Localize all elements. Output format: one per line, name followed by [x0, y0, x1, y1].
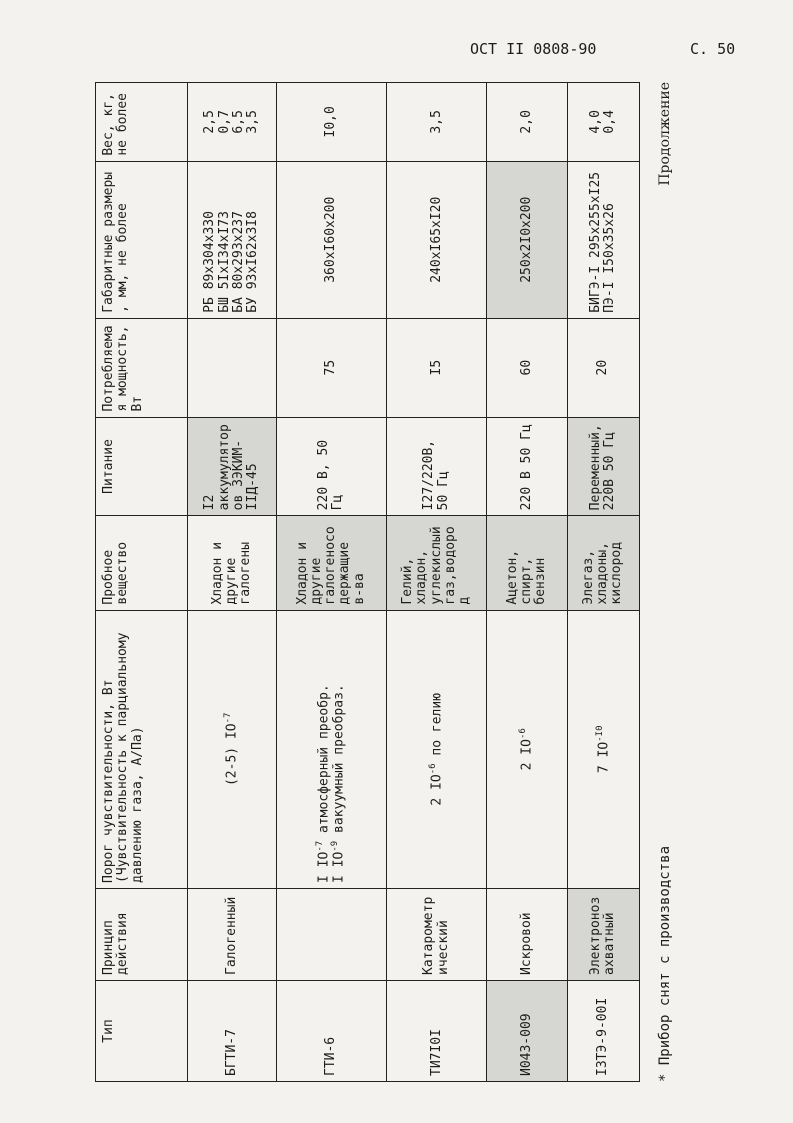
weight-line: 0,4 [602, 110, 618, 134]
dimension-line: БУ 93xI62x3I8 [245, 211, 261, 313]
cell-test-substance: Элегаз, хладоны, кислород [567, 516, 639, 610]
weight-line: 6,5 [230, 110, 246, 134]
dimension-line: БИГЭ-I 295x255xI25 [588, 171, 604, 313]
cell-test-substance: Ацетон, спирт, бензин [487, 516, 567, 610]
col-header-dimensions: Габаритные размеры , мм, не более [96, 161, 188, 318]
cell-sensitivity [276, 610, 386, 888]
sensitivity-exponent: -6 [427, 763, 438, 775]
cell-sensitivity [487, 610, 567, 888]
cell-type: БГТИ-7 [188, 980, 276, 1081]
sensitivity-exponent: -9 [330, 840, 341, 852]
dimension-line: РБ 89x304x330 [202, 211, 218, 313]
cell-test-substance: Хладон и другие галогеносодержащие в-ва [276, 516, 386, 610]
cell-type: И043-009 [487, 980, 567, 1081]
sensitivity-exponent: -6 [518, 728, 529, 740]
standard-number: ОСТ II 0808-90 [470, 40, 597, 58]
col-header-test-substance: Пробное вещество [96, 516, 188, 610]
sensitivity-line [316, 616, 332, 883]
col-header-weight: Вес, кг, не более [96, 83, 188, 162]
instrument-table [95, 82, 640, 1082]
table-header-row [96, 83, 188, 1082]
cell-principle: Галогенный [188, 888, 276, 980]
dimension-line: ПЭ-I I50x35x26 [602, 203, 618, 313]
cell-power: I2 аккумуляторов ЗЭКИМ-IIД-45 [188, 417, 276, 516]
rotated-table-block [95, 82, 673, 1082]
cell-consumption: 75 [276, 318, 386, 417]
sensitivity-note: атмосферный преобр. [316, 684, 332, 833]
cell-weight: 2,0 [487, 83, 567, 162]
page-number: С. 50 [690, 40, 736, 58]
cell-sensitivity [387, 610, 487, 888]
cell-power: 220 В 50 Гц [487, 417, 567, 516]
table-row [188, 83, 276, 1082]
weight-line: 4,0 [588, 110, 604, 134]
cell-power: I27/220В, 50 Гц [387, 417, 487, 516]
cell-principle: Искровой [487, 888, 567, 980]
col-header-consumption: Потребляемая мощность, Вт [96, 318, 188, 417]
col-header-type: Тип [96, 980, 188, 1081]
continuation-label: Продолжение [657, 82, 673, 186]
cell-principle: Катарометрический [387, 888, 487, 980]
col-header-power: Питание [96, 417, 188, 516]
cell-test-substance: Хладон и другие галогены [188, 516, 276, 610]
footnote: * Прибор снят с производства [657, 845, 673, 1082]
cell-dimensions: 240xI65xI20 [387, 161, 487, 318]
table-row [276, 83, 386, 1082]
sensitivity-value: 2 IO [429, 774, 445, 806]
table-row [567, 83, 639, 1082]
cell-weight: 3,5 [387, 83, 487, 162]
weight-line: 2,5 [202, 110, 218, 134]
sensitivity-value: I IO [331, 851, 347, 883]
cell-consumption: 20 [567, 318, 639, 417]
cell-sensitivity [567, 610, 639, 888]
cell-type: ТИ7I0I [387, 980, 487, 1081]
cell-consumption: I5 [387, 318, 487, 417]
cell-principle [276, 888, 386, 980]
sensitivity-value: (2-5) IO [224, 723, 240, 787]
dimension-line: БШ 5IxI34xI73 [216, 211, 232, 313]
cell-weight [188, 83, 276, 162]
cell-power: 220 В, 50 Гц [276, 417, 386, 516]
cell-dimensions [188, 161, 276, 318]
cell-power: Переменный,220В 50 Гц [567, 417, 639, 516]
cell-dimensions: 360xI60x200 [276, 161, 386, 318]
cell-dimensions [567, 161, 639, 318]
sensitivity-value: 7 IO [595, 741, 611, 774]
sensitivity-note: по гелию [429, 692, 445, 756]
cell-type: IЗТЭ-9-00I [567, 980, 639, 1081]
sensitivity-exponent: -7 [314, 840, 325, 852]
cell-consumption: 60 [487, 318, 567, 417]
sensitivity-value: I IO [316, 851, 332, 883]
sensitivity-value: 2 IO [519, 739, 535, 771]
weight-line: 3,5 [245, 110, 261, 134]
col-header-sensitivity: Порог чувствительности, Вт (Чувствительность к парциальному давлению газа, А/Па) [96, 610, 188, 888]
cell-weight: I0,0 [276, 83, 386, 162]
sensitivity-exponent: -7 [223, 712, 234, 724]
cell-dimensions: 250x2I0x200 [487, 161, 567, 318]
sensitivity-line [331, 616, 347, 883]
cell-principle: Электронозахватный [567, 888, 639, 980]
cell-weight [567, 83, 639, 162]
cell-type: ГТИ-6 [276, 980, 386, 1081]
sensitivity-exponent: -I0 [594, 725, 605, 742]
dimension-line: БА 80x293x237 [230, 211, 246, 313]
table-row [387, 83, 487, 1082]
table-row [487, 83, 567, 1082]
cell-test-substance: Гелий, хладон, углекислый газ,водород [387, 516, 487, 610]
weight-line: 0,7 [216, 110, 232, 134]
col-header-principle: Принцип действия [96, 888, 188, 980]
cell-consumption [188, 318, 276, 417]
sensitivity-note: вакуумный преобраз. [331, 684, 347, 833]
cell-sensitivity [188, 610, 276, 888]
